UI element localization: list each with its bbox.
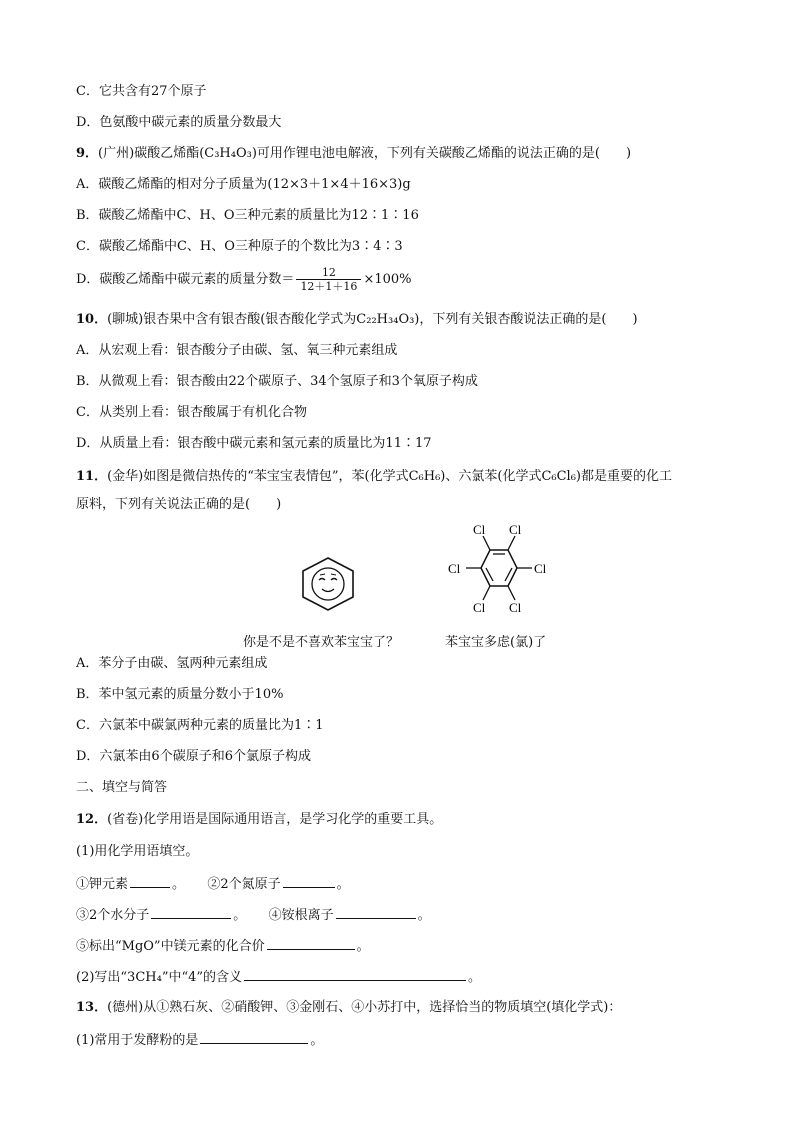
item-label: ①钾元素 [76, 877, 129, 892]
q11-option-b: B．苯中氢元素的质量分数小于10% [76, 687, 284, 702]
fraction [296, 266, 361, 293]
cl-label: Cl [473, 600, 486, 615]
q12-part-1: (1)用化学用语填空。 [76, 844, 199, 859]
q9-option-c: C．碳酸乙烯酯中C、H、O三种原子的个数比为3∶4∶3 [76, 239, 403, 254]
period: 。 [417, 908, 431, 923]
item-label: (1)常用于发酵粉的是 [76, 1033, 199, 1048]
question-text: (德州)从①熟石灰、②硝酸钾、③金刚石、④小苏打中，选择恰当的物质填空(填化学式)： [107, 1000, 622, 1015]
figure-caption-left: 你是不是不喜欢苯宝宝了？ [243, 635, 400, 650]
question-number: 11． [76, 469, 108, 484]
answer-blank[interactable] [151, 905, 231, 919]
item-label: ②2个氮原子 [207, 877, 281, 892]
q10-option-c: C．从类别上看：银杏酸属于有机化合物 [76, 405, 307, 420]
item-label: (2)写出“3CH₄”中“4”的含义 [76, 970, 243, 985]
question-text: (广州)碳酸乙烯酯(C₃H₄O₃)可用作锂电池电解液，下列有关碳酸乙烯酯的说法正确的是( ) [98, 146, 632, 161]
option-text: D．碳酸乙烯酯中碳元素的质量分数＝ [76, 272, 295, 287]
cl-label: Cl [509, 600, 522, 615]
question-number: 13． [76, 1000, 108, 1015]
q9-option-d [76, 266, 412, 293]
question-11-cont: 原料，下列有关说法正确的是( ) [76, 497, 282, 512]
answer-blank[interactable] [130, 874, 170, 888]
q9-option-a: A．碳酸乙烯酯的相对分子质量为(12×3＋1×4＋16×3)g [76, 177, 411, 192]
q10-option-b: B．从微观上看：银杏酸由22个碳原子、34个氢原子和3个氧原子构成 [76, 374, 478, 389]
question-12 [76, 811, 442, 829]
option-d-prev: D．色氨酸中碳元素的质量分数最大 [76, 115, 282, 130]
question-10 [76, 311, 638, 329]
fraction-denominator: 12＋1＋16 [296, 279, 361, 293]
q11-option-d: D．六氯苯由6个碳原子和6个氯原子构成 [76, 749, 311, 764]
answer-blank[interactable] [200, 1030, 308, 1044]
fraction-numerator: 12 [321, 266, 336, 279]
q10-option-d: D．从质量上看：银杏酸中碳元素和氢元素的质量比为11∶17 [76, 436, 432, 451]
question-9 [76, 145, 631, 163]
cl-label: Cl [448, 561, 461, 576]
item-label: ③2个水分子 [76, 908, 150, 923]
q13-part-1 [76, 1030, 323, 1050]
question-text: (省卷)化学用语是国际通用语言，是学习化学的重要工具。 [107, 812, 443, 827]
q12-row-2 [76, 905, 431, 925]
question-number: 9． [76, 146, 99, 161]
benzene-emoji-figure [298, 556, 358, 612]
question-text: (聊城)银杏果中含有银杏酸(银杏酸化学式为C₂₂H₃₄O₃)，下列有关银杏酸说法正确的是( ) [107, 312, 638, 327]
hexachlorobenzene-figure [440, 518, 560, 618]
period: 。 [310, 1033, 324, 1048]
q12-row-3 [76, 936, 370, 956]
question-text: (金华)如图是微信热传的“苯宝宝表情包”，苯(化学式C₆H₆)、六氯苯(化学式C₆Cl₆)都是重要的化工 [107, 469, 672, 484]
answer-blank[interactable] [283, 874, 335, 888]
period: 。 [233, 908, 247, 923]
option-c-prev: C．它共含有27个原子 [76, 84, 207, 99]
period: 。 [468, 970, 482, 985]
item-label: ④铵根离子 [268, 908, 334, 923]
answer-blank[interactable] [336, 905, 416, 919]
figure-caption-right: 苯宝宝多虑(氯)了 [445, 635, 547, 650]
question-number: 10． [76, 312, 108, 327]
period: 。 [336, 877, 350, 892]
q11-option-a: A．苯分子由碳、氢两种元素组成 [76, 656, 268, 671]
question-11 [76, 468, 672, 486]
item-label: ⑤标出“MgO”中镁元素的化合价 [76, 939, 265, 954]
q12-row-1 [76, 874, 350, 894]
q12-part-2 [76, 967, 481, 987]
cl-label: Cl [534, 561, 547, 576]
period: 。 [172, 877, 186, 892]
answer-blank[interactable] [267, 936, 355, 950]
answer-blank[interactable] [244, 967, 466, 981]
question-13 [76, 999, 621, 1017]
option-suffix: ×100% [363, 272, 412, 287]
cl-label: Cl [509, 522, 522, 537]
q9-option-b: B．碳酸乙烯酯中C、H、O三种元素的质量比为12∶1∶16 [76, 208, 419, 223]
section-heading: 二、填空与简答 [76, 780, 168, 795]
question-number: 12． [76, 812, 108, 827]
q11-option-c: C．六氯苯中碳氯两种元素的质量比为1∶1 [76, 718, 324, 733]
cl-label: Cl [473, 522, 486, 537]
q10-option-a: A．从宏观上看：银杏酸分子由碳、氢、氧三种元素组成 [76, 343, 398, 358]
period: 。 [356, 939, 370, 954]
